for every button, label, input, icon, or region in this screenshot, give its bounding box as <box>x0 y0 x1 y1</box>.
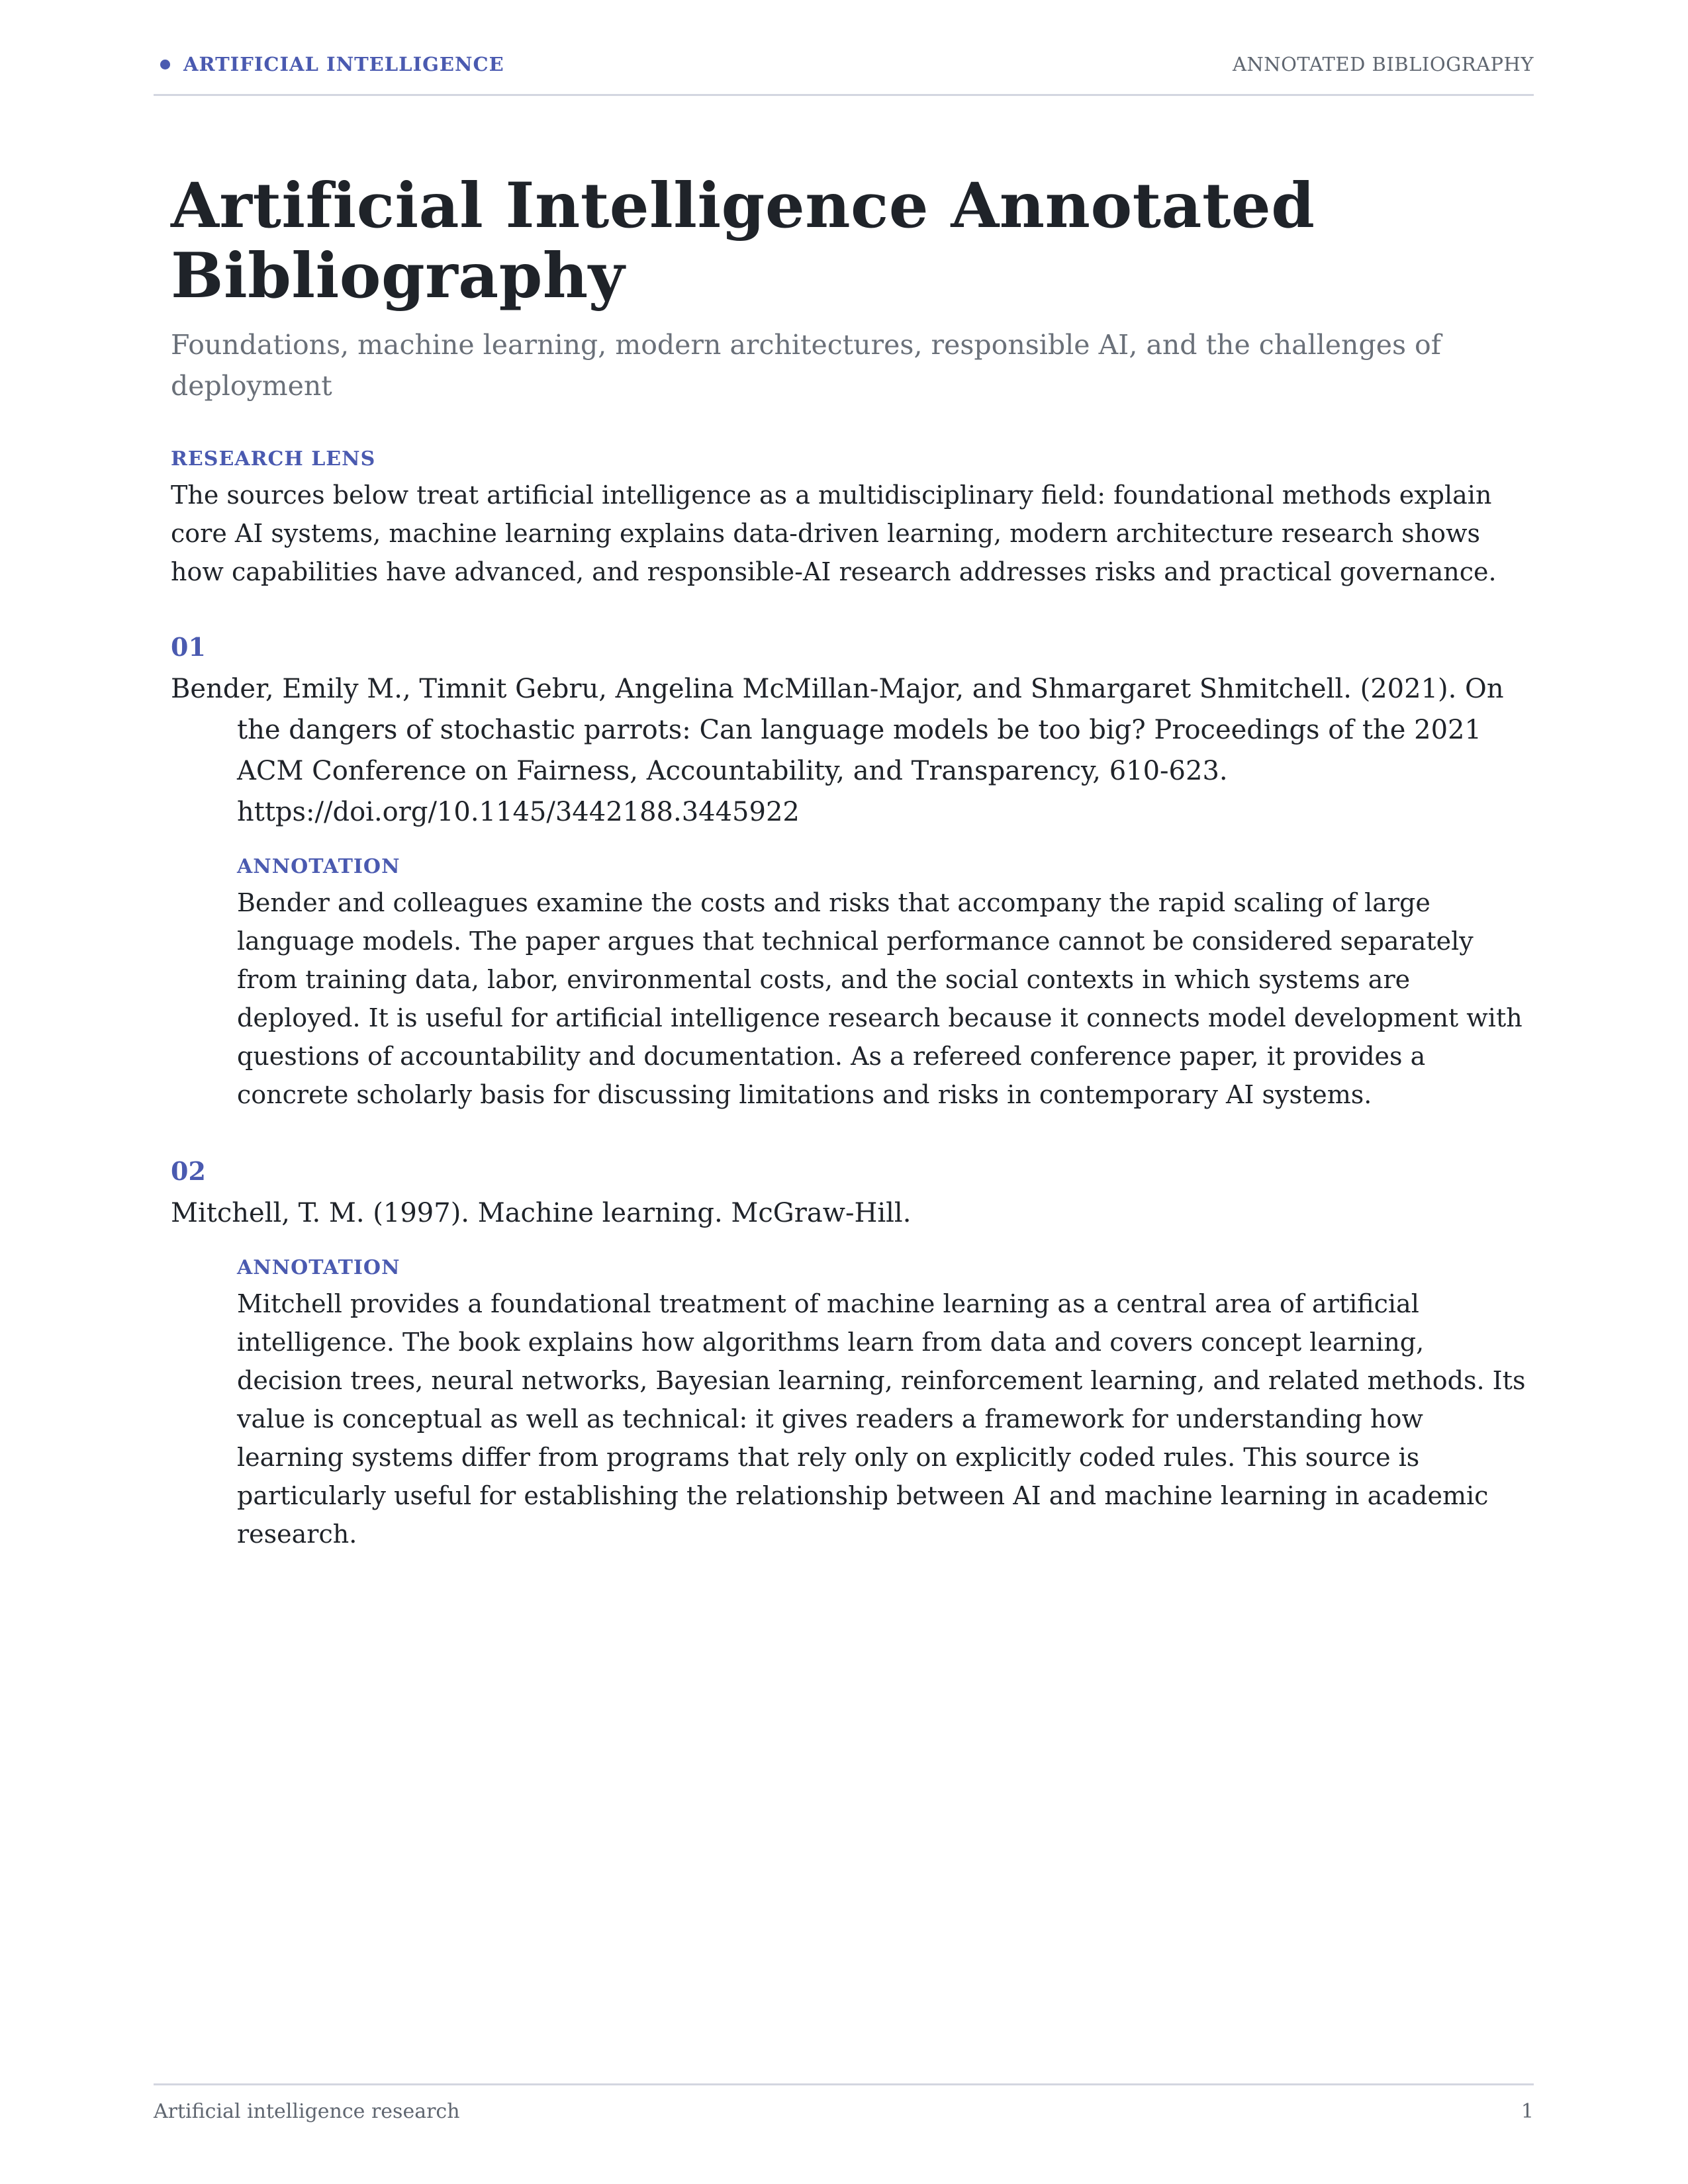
bibliography-entry <box>171 632 1529 1114</box>
header-section-label: ARTIFICIAL INTELLIGENCE <box>183 53 504 75</box>
annotation-label: ANNOTATION <box>237 1256 400 1279</box>
main-content <box>171 171 1529 1553</box>
entry-number: 02 <box>171 1156 206 1186</box>
running-header <box>154 50 1534 96</box>
research-lens-text: The sources below treat artificial intelligence as a multidisciplinary field: foundational methods explain core AI systems, machine learning explains data-driven learning, modern architecture research shows how capabilities have advanced, and responsible-AI research addresses risks and practical governance. <box>171 480 1497 586</box>
research-lens <box>171 447 1529 591</box>
annotation-label: ANNOTATION <box>237 855 400 878</box>
bullet-dot-icon <box>160 60 170 69</box>
entry-citation: Mitchell, T. M. (1997). Machine learning. McGraw-Hill. <box>171 1198 912 1228</box>
entry-annotation <box>237 1256 1529 1553</box>
page-footer <box>154 2083 1534 2123</box>
header-section <box>160 53 504 75</box>
footer-label: Artificial intelligence research <box>154 2100 460 2123</box>
entry-number: 01 <box>171 632 206 662</box>
entry-citation: Bender, Emily M., Timnit Gebru, Angelina McMillan-Major, and Shmargaret Shmitchell. (2021). On the dangers of stochastic parrots: Can language models be too big? Proceedings of the 2021 ACM Conference on Fairness, Accountability, and Transparency, 610-623. https://doi.org/10.1145/3442188.3445922 <box>171 674 1504 827</box>
page-title: Artificial Intelligence Annotated Bibliography <box>171 169 1315 312</box>
page-subtitle: Foundations, machine learning, modern architectures, responsible AI, and the challenges of deployment <box>171 329 1441 402</box>
annotation-text: Bender and colleagues examine the costs and risks that accompany the rapid scaling of large language models. The paper argues that technical performance cannot be considered separately from training data, labor, environmental costs, and the social contexts in which systems are deployed. It is useful for artificial intelligence research because it connects model development with questions of accountability and documentation. As a refereed conference paper, it provides a concrete scholarly basis for discussing limitations and risks in contemporary AI systems. <box>237 888 1523 1109</box>
header-doc-type: ANNOTATED BIBLIOGRAPHY <box>1232 53 1534 75</box>
entry-annotation <box>237 855 1529 1114</box>
page-number: 1 <box>1521 2100 1534 2123</box>
research-lens-label: RESEARCH LENS <box>171 447 376 471</box>
annotation-text: Mitchell provides a foundational treatment of machine learning as a central area of artificial intelligence. The book explains how algorithms learn from data and covers concept learning, decision trees, neural networks, Bayesian learning, reinforcement learning, and related methods. Its value is conceptual as well as technical: it gives readers a framework for understanding how learning systems differ from programs that rely only on explicitly coded rules. This source is particularly useful for establishing the relationship between AI and machine learning in academic research. <box>237 1289 1526 1549</box>
bibliography-entry <box>171 1156 1529 1553</box>
